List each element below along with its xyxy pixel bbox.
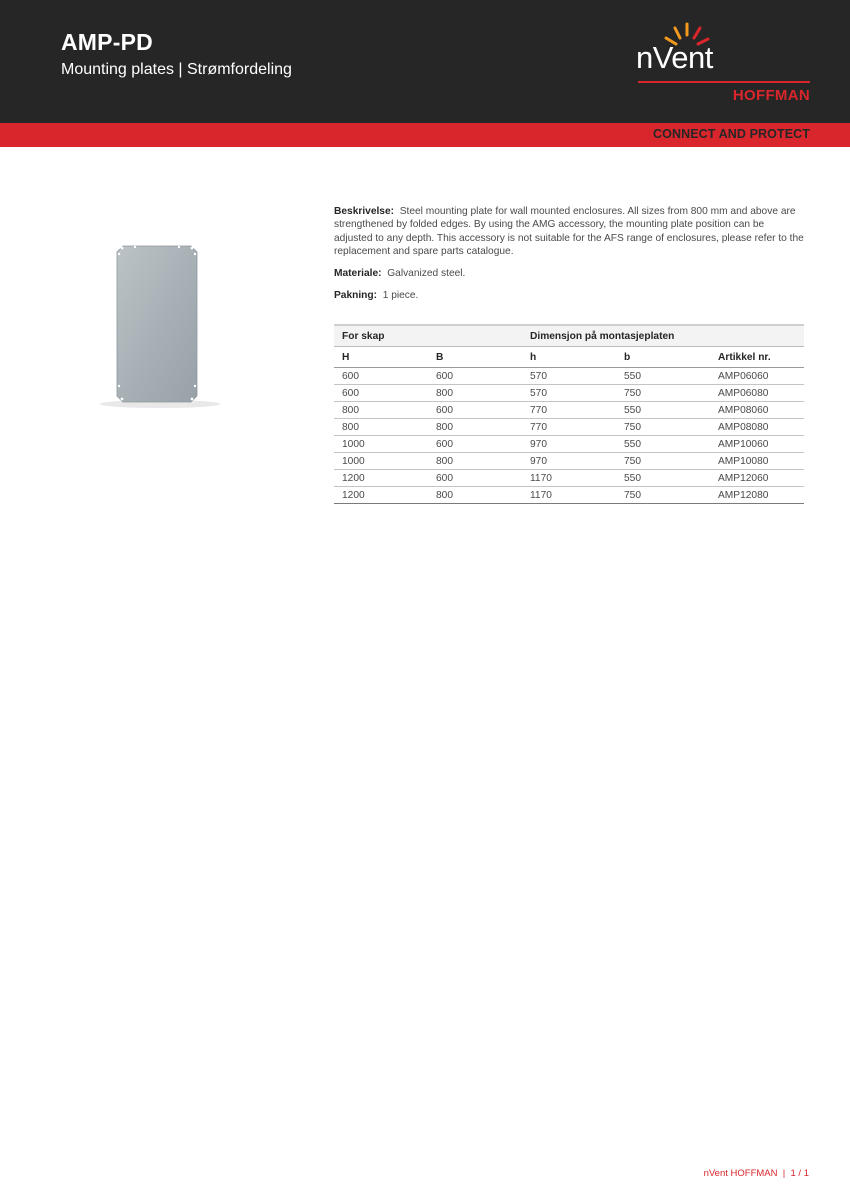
- table-cell: 770: [522, 419, 616, 436]
- table-cell: 600: [428, 402, 522, 419]
- table-cell: 550: [616, 368, 710, 385]
- table-cell: AMP10080: [710, 453, 804, 470]
- table-cell: 550: [616, 402, 710, 419]
- description-text: Steel mounting plate for wall mounted enclosures. All sizes from 800 mm and above are strengthened by folded edges. By using the AMG accessory, the mounting plate position can be adjusted to any depth. This accessory is not suitable for the AFS range of enclosures, please refer to the replacement and spare parts catalogue.: [334, 206, 804, 257]
- logo-wordmark: nVent: [636, 40, 713, 75]
- packing-label: Pakning:: [334, 290, 378, 302]
- packing-text: 1 piece.: [382, 290, 419, 302]
- table-cell: 600: [428, 368, 522, 385]
- nvent-hoffman-logo: [630, 18, 820, 108]
- table-cell: AMP08060: [710, 402, 804, 419]
- column-header: H: [334, 347, 428, 368]
- table-cell: 750: [616, 419, 710, 436]
- table-cell: 800: [334, 419, 428, 436]
- table-cell: 970: [522, 453, 616, 470]
- table-cell: 600: [334, 385, 428, 402]
- table-row: [334, 368, 804, 385]
- page-header: [0, 0, 850, 123]
- table-column-header: [334, 347, 804, 368]
- table-row: [334, 470, 804, 487]
- table-cell: 800: [428, 453, 522, 470]
- dimensions-table: [334, 324, 804, 504]
- table-row: [334, 436, 804, 453]
- description-label: Beskrivelse:: [334, 206, 395, 217]
- table-cell: 550: [616, 470, 710, 487]
- material-label: Materiale:: [334, 268, 382, 280]
- group-header-enclosure: For skap: [334, 325, 522, 347]
- table-row: [334, 453, 804, 470]
- footer-text: nVent HOFFMAN | 1 / 1: [703, 1168, 809, 1179]
- table-cell: 1200: [334, 470, 428, 487]
- table-cell: 600: [428, 470, 522, 487]
- tagline: CONNECT AND PROTECT: [653, 127, 810, 141]
- table-cell: 1000: [334, 436, 428, 453]
- table-cell: AMP06060: [710, 368, 804, 385]
- table-cell: 550: [616, 436, 710, 453]
- table-cell: AMP08080: [710, 419, 804, 436]
- group-header-plate-dimensions: Dimensjon på montasjeplaten: [522, 325, 804, 347]
- table-row: [334, 487, 804, 504]
- packing-paragraph: [334, 289, 804, 302]
- table-cell: 1200: [334, 487, 428, 504]
- table-cell: 750: [616, 453, 710, 470]
- logo-brand: HOFFMAN: [732, 87, 810, 104]
- table-cell: 800: [428, 385, 522, 402]
- table-cell: 750: [616, 385, 710, 402]
- table-cell: 600: [428, 436, 522, 453]
- column-header: b: [616, 347, 710, 368]
- page-subtitle: Mounting plates | Strømfordeling: [61, 61, 292, 78]
- column-header: B: [428, 347, 522, 368]
- column-header: h: [522, 347, 616, 368]
- description-paragraph: [334, 205, 804, 258]
- table-cell: 570: [522, 385, 616, 402]
- table-cell: AMP12060: [710, 470, 804, 487]
- table-cell: 800: [334, 402, 428, 419]
- table-cell: 770: [522, 402, 616, 419]
- table-row: [334, 402, 804, 419]
- table-cell: 800: [428, 419, 522, 436]
- table-cell: 600: [334, 368, 428, 385]
- logo-divider: [638, 81, 810, 83]
- table-cell: 1170: [522, 487, 616, 504]
- product-details: [334, 205, 804, 312]
- mounting-plate-image: [95, 236, 225, 416]
- page-footer: [704, 1168, 809, 1179]
- page-title: AMP-PD: [61, 29, 153, 55]
- material-paragraph: [334, 267, 804, 280]
- table-cell: 970: [522, 436, 616, 453]
- table-cell: 750: [616, 487, 710, 504]
- table-cell: AMP10060: [710, 436, 804, 453]
- table-cell: 1000: [334, 453, 428, 470]
- table-cell: 570: [522, 368, 616, 385]
- table-cell: 800: [428, 487, 522, 504]
- table-row: [334, 385, 804, 402]
- table-group-header: [334, 325, 804, 347]
- column-header: Artikkel nr.: [710, 347, 804, 368]
- table-cell: AMP12080: [710, 487, 804, 504]
- table-row: [334, 419, 804, 436]
- table-cell: AMP06080: [710, 385, 804, 402]
- table-cell: 1170: [522, 470, 616, 487]
- material-text: Galvanized steel.: [387, 268, 466, 280]
